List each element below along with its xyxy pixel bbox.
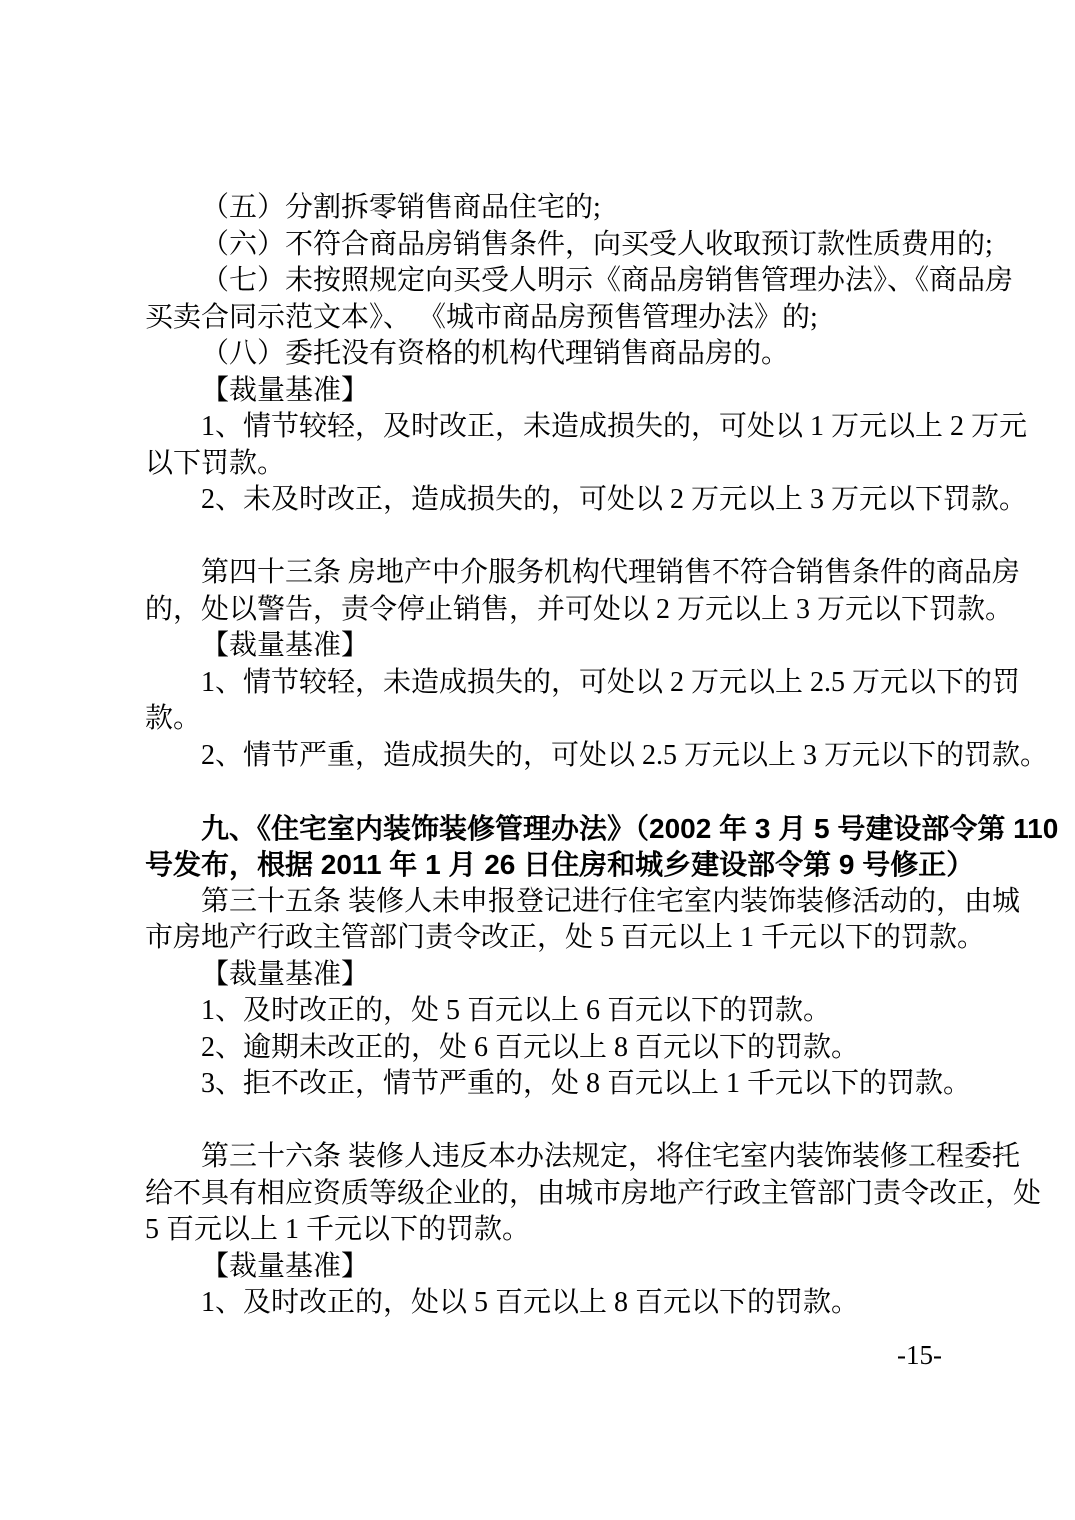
text-line: 【裁量基准】	[201, 958, 370, 990]
text-line: 2、未及时改正，造成损失的，可处以 2 万元以上 3 万元以下罚款。	[201, 484, 1028, 515]
text-line: 号发布，根据 2011 年 1 月 26 日住房和城乡建设部令第 9 号修正）	[145, 849, 975, 880]
text-line: 第三十六条 装修人违反本办法规定，将住宅室内装饰装修工程委托	[201, 1141, 1021, 1172]
text-line: 1、情节较轻，未造成损失的，可处以 2 万元以上 2.5 万元以下的罚	[201, 666, 1021, 698]
text-line: 九、《住宅室内装饰装修管理办法》（2002 年 3 月 5 号建设部令第 110	[201, 812, 1059, 844]
page-number: -15-	[897, 1340, 942, 1370]
text-line: （八）委托没有资格的机构代理销售商品房的。	[201, 338, 790, 369]
text-line: 1、及时改正的，处以 5 百元以上 8 百元以下的罚款。	[201, 1287, 860, 1318]
text-line: 的，处以警告，责令停止销售，并可处以 2 万元以上 3 万元以下罚款。	[145, 593, 1014, 625]
text-line: 1、情节较轻，及时改正，未造成损失的，可处以 1 万元以上 2 万元	[201, 411, 1028, 442]
text-line: 市房地产行政主管部门责令改正，处 5 百元以上 1 千元以下的罚款。	[145, 922, 986, 953]
text-line: 3、拒不改正，情节严重的，处 8 百元以上 1 千元以下的罚款。	[201, 1068, 972, 1099]
text-line: （六）不符合商品房销售条件，向买受人收取预订款性质费用的;	[201, 228, 993, 260]
document-body	[145, 190, 1059, 1322]
text-line: （七）未按照规定向买受人明示《商品房销售管理办法》、《商品房	[201, 265, 1014, 296]
text-line: 5 百元以上 1 千元以下的罚款。	[145, 1214, 531, 1245]
text-line: 【裁量基准】	[201, 374, 370, 406]
text-line: 以下罚款。	[145, 447, 286, 479]
text-line: （五）分割拆零销售商品住宅的;	[201, 192, 601, 223]
text-line: 给不具有相应资质等级企业的，由城市房地产行政主管部门责令改正，处	[145, 1177, 1042, 1209]
text-line: 款。	[145, 703, 202, 734]
text-line: 【裁量基准】	[201, 1250, 370, 1282]
text-line: 2、逾期未改正的，处 6 百元以上 8 百元以下的罚款。	[201, 1031, 860, 1063]
blank-line	[145, 774, 985, 811]
blank-line	[145, 1103, 985, 1140]
text-line: 【裁量基准】	[201, 630, 370, 661]
text-line: 2、情节严重，造成损失的，可处以 2.5 万元以上 3 万元以下的罚款。	[201, 739, 1049, 771]
text-line: 买卖合同示范文本》、 《城市商品房预售管理办法》的;	[145, 301, 818, 333]
text-line: 第四十三条 房地产中介服务机构代理销售不符合销售条件的商品房	[201, 557, 1021, 588]
text-line: 第三十五条 装修人未申报登记进行住宅室内装饰装修活动的，由城	[201, 885, 1021, 917]
blank-line	[145, 519, 985, 556]
text-line: 1、及时改正的，处 5 百元以上 6 百元以下的罚款。	[201, 995, 832, 1026]
